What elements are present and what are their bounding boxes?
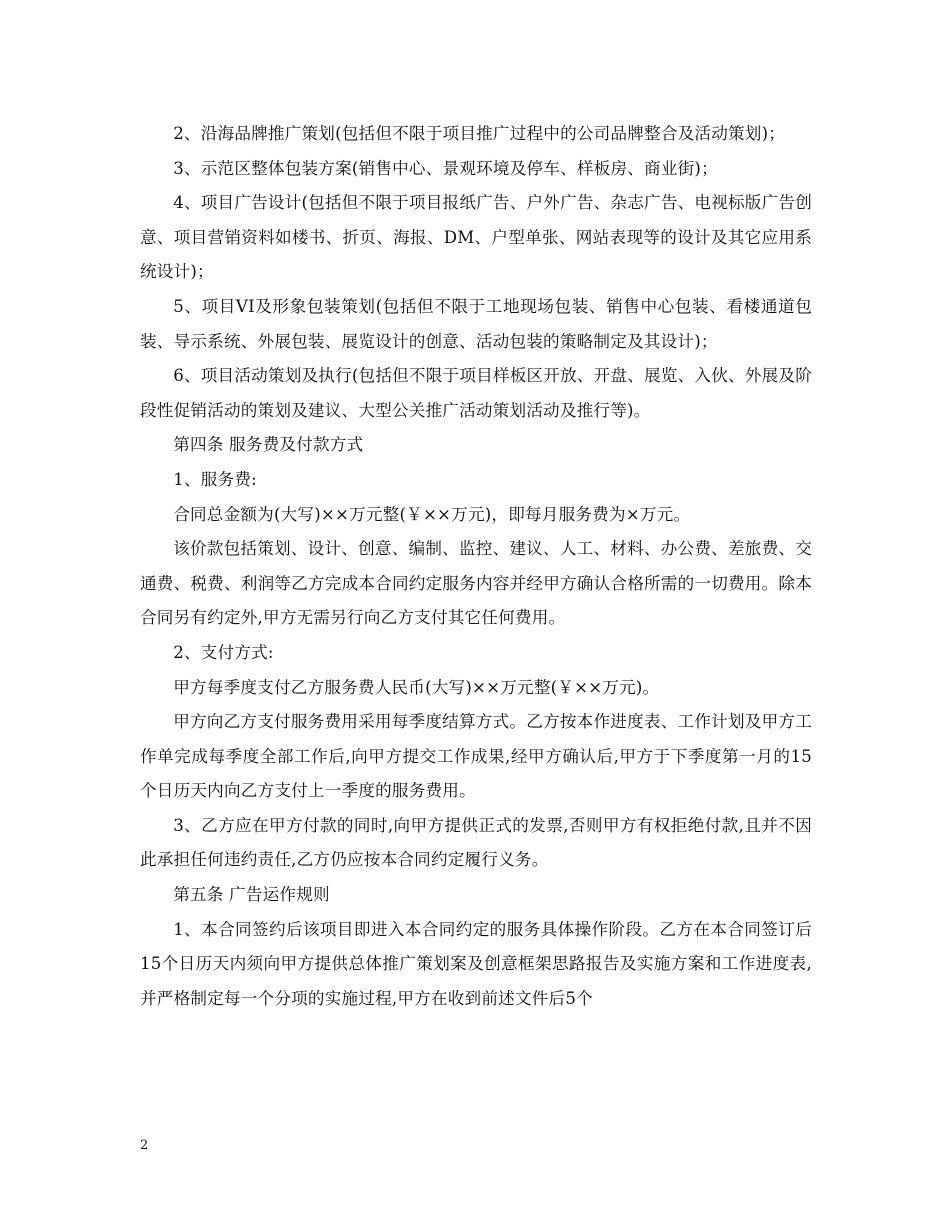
- operation-rule-paragraph: 1、本合同签约后该项目即进入本合同约定的服务具体操作阶段。乙方在本合同签订后15个日历天内须向甲方提供总体推广策划案及创意框架思路报告及实施方案和工作进度表,并严格制定每一个分项的实施过程,甲方在收到前述文件后5个: [140, 919, 812, 1008]
- invoice-paragraph: 3、乙方应在甲方付款的同时,向甲方提供正式的发票,否则甲方有权拒绝付款,且并不因此承担任何违约责任,乙方仍应按本合同约定履行义务。: [140, 815, 812, 870]
- paragraph-item-2: 2、沿海品牌推广策划(包括但不限于项目推广过程中的公司品牌整合及活动策划)；: [173, 124, 786, 143]
- fee-scope-paragraph: 该价款包括策划、设计、创意、编制、监控、建议、人工、材料、办公费、差旅费、交通费、税费、利润等乙方完成本合同约定服务内容并经甲方确认合格所需的一切费用。除本合同另有约定外,甲方无需另行向乙方支付其它任何费用。: [140, 539, 812, 628]
- paragraph-item-5: 5、项目VI及形象包装策划(包括但不限于工地现场包装、销售中心包装、看楼通道包装、导示系统、外展包装、展览设计的创意、活动包装的策略制定及其设计)；: [140, 296, 812, 351]
- service-fee-heading: 1、服务费:: [173, 469, 257, 489]
- paragraph-item-3: 3、示范区整体包装方案(销售中心、景观环境及停车、样板房、商业街)；: [173, 158, 718, 178]
- quarterly-settlement-paragraph: 甲方向乙方支付服务费用采用每季度结算方式。乙方按本作进度表、工作计划及甲方工作单完成每季度全部工作后,向甲方提交工作成果,经甲方确认后,甲方于下季度第一月的15个日历天内向乙方支付上一季度的服务费用。: [140, 712, 812, 801]
- document-body: [140, 117, 812, 1016]
- payment-method-heading: 2、支付方式:: [173, 642, 274, 662]
- quarterly-payment-amount: 甲方每季度支付乙方服务费人民币(大写)××万元整(￥××万元)。: [173, 677, 660, 697]
- contract-total-amount: 合同总金额为(大写)××万元整(￥××万元)，即每月服务费为×万元。: [173, 504, 691, 524]
- article-5-heading: 第五条 广告运作规则: [173, 885, 330, 905]
- article-4-heading: 第四条 服务费及付款方式: [173, 435, 364, 455]
- paragraph-item-4: 4、项目广告设计(包括但不限于项目报纸广告、户外广告、杂志广告、电视标版广告创意、项目营销资料如楼书、折页、海报、DM、户型单张、网站表现等的设计及其它应用系统设计)；: [140, 193, 812, 282]
- paragraph-item-6: 6、项目活动策划及执行(包括但不限于项目样板区开放、开盘、展览、入伙、外展及阶段性促销活动的策划及建议、大型公关推广活动策划活动及推行等)。: [140, 366, 812, 420]
- page-number: 2: [140, 1138, 149, 1153]
